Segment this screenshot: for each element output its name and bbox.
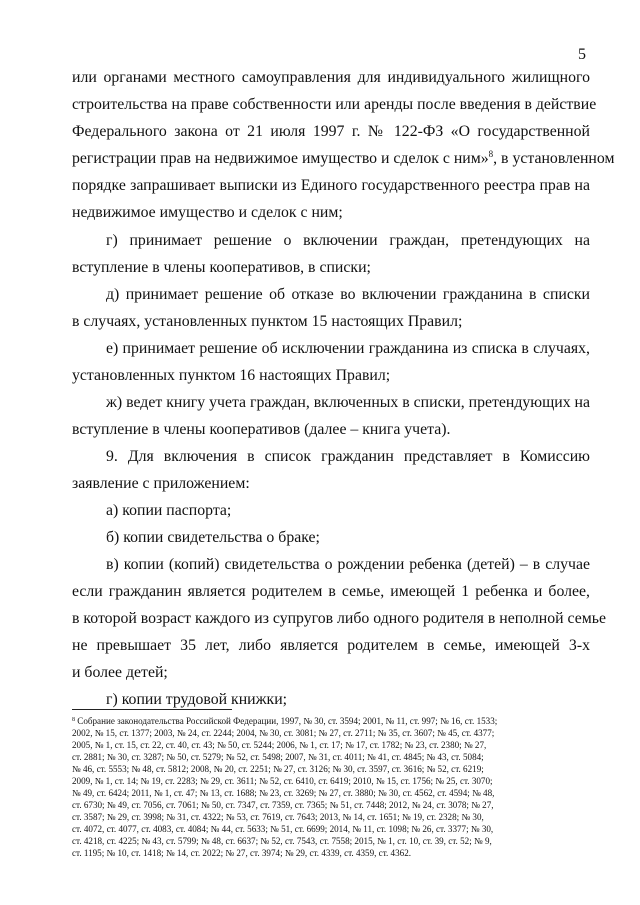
- footnote-line: 2005, № 1, ст. 15, ст. 22, ст. 40, ст. 43; № 50, ст. 5244; 2006, № 1, ст. 17; № 17, ст. 1782; № 23, ст. 2380; № 27,: [72, 740, 487, 750]
- body-line: или органами местного самоуправления для индивидуального жилищного: [72, 69, 590, 86]
- footnote-line: 2002, № 15, ст. 1377; 2003, № 24, ст. 2244; 2004, № 30, ст. 3081; № 27, ст. 2711; № 35, ст. 3607; № 45, ст. 4377;: [72, 728, 495, 738]
- body-line: строительства на праве собственности или аренды после введения в действие: [72, 96, 597, 113]
- list-item-e: е) принимает решение об исключении гражданина из списка в случаях,: [106, 340, 590, 357]
- footnote-text: Собрание законодательства Российской Федерации, 1997, № 30, ст. 3594; 2001, № 11, ст. 997; № 16, ст. 1533;: [75, 716, 498, 726]
- body-line: вступление в члены кооперативов, в списки;: [72, 259, 371, 276]
- footnote-line: № 46, ст. 5553; № 48, ст. 5812; 2008, № 20, ст. 2251; № 27, ст. 3126; № 30, ст. 3597, ст. 3616; № 52, ст. 6219;: [72, 764, 484, 774]
- body-line-text: регистрации прав на недвижимое имущество и сделок с ним»: [72, 150, 489, 167]
- footnote-line: ст. 4072, ст. 4077, ст. 4083, ст. 4084; № 44, ст. 5633; № 51, ст. 6699; 2014, № 11, ст. 1098; № 26, ст. 3377; № 30,: [72, 824, 494, 834]
- paragraph-9: 9. Для включения в список гражданин представляет в Комиссию: [106, 448, 590, 465]
- body-line: недвижимое имущество и сделок с ним;: [72, 204, 343, 221]
- footnote-line: 2009, № 1, ст. 14; № 19, ст. 2283; № 29, ст. 3611; № 52, ст. 6410, ст. 6419; 2010, № 15, ст. 1756; № 25, ст. 3070;: [72, 776, 493, 786]
- body-line: заявление с приложением:: [72, 475, 250, 492]
- list-item-d: д) принимает решение об отказе во включении гражданина в списки: [106, 286, 590, 303]
- body-line: и более детей;: [72, 664, 168, 681]
- list-item-zh: ж) ведет книгу учета граждан, включенных в списки, претендующих на: [106, 394, 591, 411]
- body-line: Федерального закона от 21 июля 1997 г. № 122-ФЗ «О государственной: [72, 123, 590, 140]
- list-item-a: а) копии паспорта;: [106, 502, 232, 519]
- page-number: 5: [578, 46, 586, 63]
- list-item-v: в) копии (копий) свидетельства о рождении ребенка (детей) – в случае: [106, 556, 590, 573]
- body-line: установленных пунктом 16 настоящих Правил;: [72, 367, 391, 384]
- footnote-line: ст. 3587; № 29, ст. 3998; № 31, ст. 4322; № 53, ст. 7619, ст. 7643; 2013, № 14, ст. 1651; № 19, ст. 2328; № 30,: [72, 812, 484, 822]
- body-line-with-footnote: [72, 149, 615, 169]
- body-line-tail: , в установленном: [493, 150, 615, 167]
- body-line: не превышает 35 лет, либо является родителем в семье, имеющей 3-х: [72, 637, 590, 654]
- list-item-g: г) принимает решение о включении граждан, претендующих на: [106, 232, 590, 249]
- body-line: вступление в члены кооперативов (далее – книга учета).: [72, 421, 451, 438]
- footnote-marker: 8: [72, 717, 75, 723]
- list-item-g2: г) копии трудовой книжки;: [106, 691, 288, 708]
- body-line: в которой возраст каждого из супругов либо одного родителя в неполной семье: [72, 610, 606, 627]
- footnote-line: ст. 1195; № 10, ст. 1418; № 14, ст. 2022; № 27, ст. 3974; № 29, ст. 4339, ст. 4359, ст. 4362.: [72, 848, 412, 858]
- list-item-b: б) копии свидетельства о браке;: [106, 529, 320, 546]
- footnote-line: ст. 6730; № 49, ст. 7056, ст. 7061; № 50, ст. 7347, ст. 7359, ст. 7365; № 51, ст. 7448; 2012, № 24, ст. 3078; № 27,: [72, 800, 494, 810]
- footnote-reference: 8: [488, 149, 494, 159]
- footnote-line: ст. 4218, ст. 4225; № 43, ст. 5799; № 48, ст. 6637; № 52, ст. 7543, ст. 7558; 2015, № 1, ст. 10, ст. 39, ст. 52; № 9,: [72, 836, 492, 846]
- footnote-line: ст. 2881; № 30, ст. 3287; № 50, ст. 5279; № 52, ст. 5498; 2007, № 31, ст. 4011; № 41, ст. 4845; № 43, ст. 5084;: [72, 752, 484, 762]
- footnote-line: [72, 716, 590, 727]
- footnote-line: № 49, ст. 6424; 2011, № 1, ст. 47; № 13, ст. 1688; № 23, ст. 3269; № 27, ст. 3880; № 30, ст. 4562, ст. 4594; № 48,: [72, 788, 495, 798]
- body-line: порядке запрашивает выписки из Единого государственного реестра прав на: [72, 177, 590, 194]
- footnote-separator: [72, 709, 232, 710]
- body-line: если гражданин является родителем в семье, имеющей 1 ребенка и более,: [72, 583, 590, 600]
- body-line: в случаях, установленных пунктом 15 настоящих Правил;: [72, 313, 463, 330]
